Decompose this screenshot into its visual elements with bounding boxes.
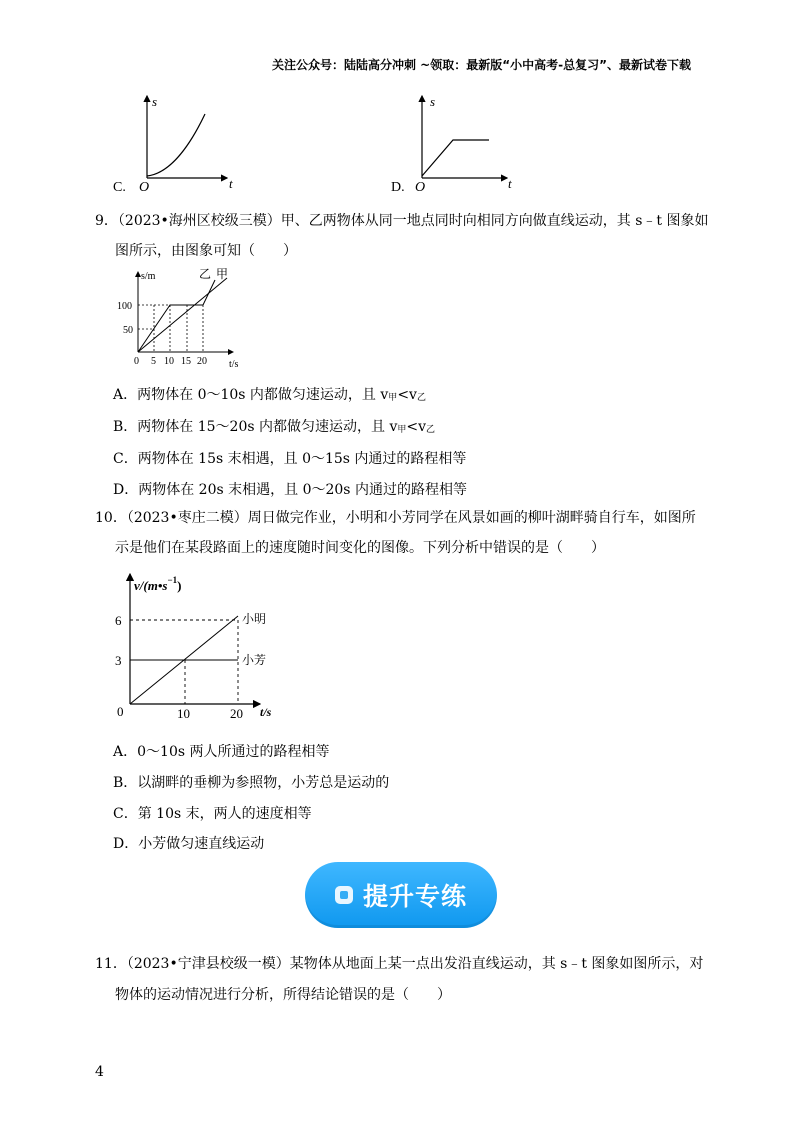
- q10-chart: [110, 566, 310, 726]
- curve: [422, 140, 489, 176]
- axis-label-t: t: [229, 176, 233, 191]
- origin-label: O: [415, 180, 426, 195]
- q10-option-c: C．第 10s 末，两人的速度相等: [113, 806, 312, 822]
- y-tick-100: 100: [117, 301, 132, 312]
- option-label-c: C.: [113, 180, 126, 195]
- q10-stem-line2: 示是他们在某段路面上的速度随时间变化的图像。下列分析中错误的是（ ）: [115, 540, 605, 556]
- axis-label-t: t: [508, 176, 512, 191]
- page-number: 4: [95, 1064, 104, 1080]
- q11-stem-line1: 11．（2023•宁津县校级一模）某物体从地面上某一点出发沿直线运动，其 s﹣t 图象如图所示，对: [95, 956, 704, 972]
- legend-xiaoming: 小明: [242, 612, 267, 626]
- square-icon: [335, 886, 353, 904]
- graph-c: [105, 90, 255, 200]
- q9-option-d: D．两物体在 20s 末相遇，且 0～20s 内通过的路程相等: [113, 482, 467, 498]
- q11-stem-line2: 物体的运动情况进行分析，所得结论错误的是（ ）: [115, 987, 451, 1003]
- x-tick-20: 20: [197, 356, 207, 367]
- option-label-d: D.: [391, 180, 405, 195]
- graph-d: [385, 90, 535, 200]
- q10-stem-line1: 10．（2023•枣庄二模）周日做完作业，小明和小芳同学在风景如画的柳叶湖畔骑自行车，如图所: [95, 510, 696, 526]
- x-tick-5: 5: [151, 356, 156, 367]
- x-tick-10: 10: [164, 356, 174, 367]
- x-tick-20: 20: [230, 706, 243, 721]
- q10-option-b: B．以湖畔的垂柳为参照物，小芳总是运动的: [113, 775, 390, 791]
- origin-label: 0: [117, 704, 124, 719]
- guide-lines: [138, 305, 203, 352]
- y-tick-3: 3: [115, 653, 122, 668]
- q9-stem-line2: 图所示，由图象可知（ ）: [115, 243, 297, 259]
- y-tick-50: 50: [123, 325, 133, 336]
- y-tick-6: 6: [115, 613, 122, 628]
- axis-label-s: s: [430, 94, 436, 109]
- x-tick-10: 10: [177, 706, 190, 721]
- x-axis-label: t/s: [229, 359, 239, 370]
- series-yi: [138, 305, 203, 352]
- axis-label-s: s: [152, 94, 158, 109]
- series-yi-continued: [203, 280, 215, 305]
- y-axis-label: s/m: [141, 271, 156, 282]
- q9-option-a: A．两物体在 0～10s 内都做匀速运动，且 v甲<v乙: [113, 387, 426, 403]
- q9-chart: [115, 266, 250, 372]
- x-tick-15: 15: [181, 356, 191, 367]
- curve: [147, 114, 205, 176]
- x-axis-label: t/s: [260, 705, 272, 719]
- page-header: 关注公众号：陆陆高分冲刺 ~领取：最新版“小中高考-总复习”、最新试卷下载: [272, 58, 691, 72]
- legend-xiaofang: 小芳: [242, 653, 267, 667]
- origin-label: O: [139, 180, 150, 195]
- banner-label: 提升专练: [362, 882, 467, 911]
- q9-stem-line1: 9．（2023•海州区校级三模）甲、乙两物体从同一地点同时向相同方向做直线运动，其 s﹣t 图象如: [95, 213, 709, 229]
- y-axis-label: $v/(m•s^{-1})$: [134, 575, 182, 593]
- q9-option-b: B．两物体在 15～20s 内都做匀速运动，且 v甲<v乙: [113, 419, 436, 435]
- q10-option-d: D．小芳做匀速直线运动: [113, 836, 265, 852]
- q10-option-a: A．0～10s 两人所通过的路程相等: [113, 744, 330, 760]
- legend-jia: 甲: [216, 267, 229, 281]
- origin-label: 0: [134, 356, 139, 367]
- q9-option-c: C．两物体在 15s 末相遇，且 0～15s 内通过的路程相等: [113, 451, 467, 467]
- practice-banner: [305, 862, 497, 928]
- series-jia: [138, 278, 227, 352]
- legend-yi: 乙: [199, 267, 212, 281]
